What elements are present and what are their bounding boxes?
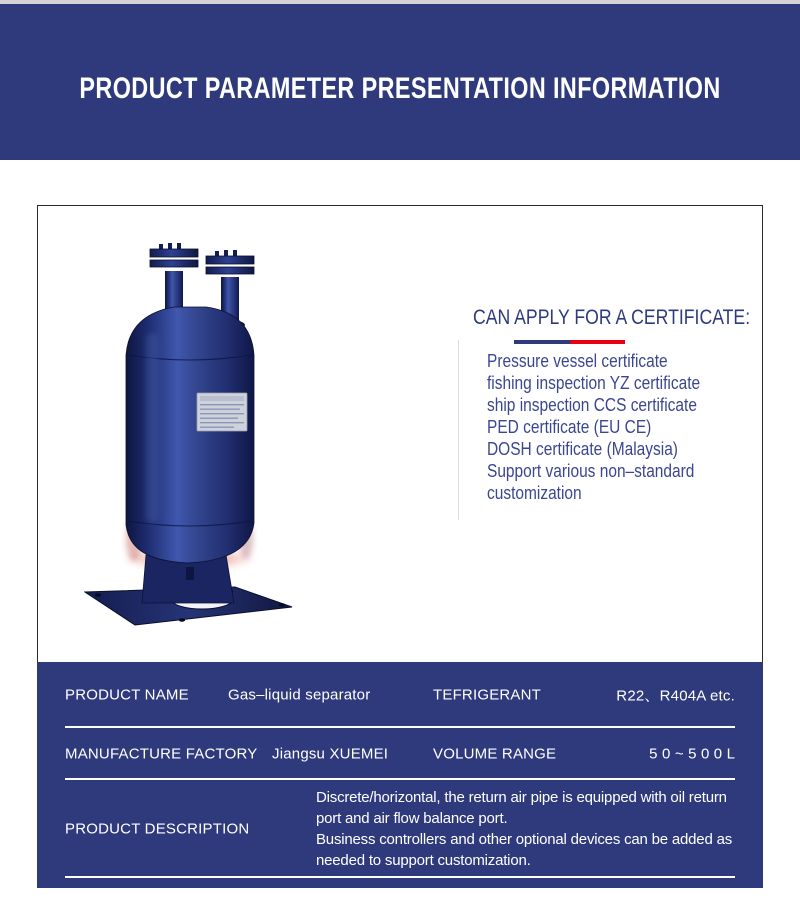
spec-table xyxy=(37,662,763,888)
separator-vessel-illustration xyxy=(84,243,294,628)
certificate-item: Support various non–standard customization xyxy=(487,461,695,503)
accent-underline-blue xyxy=(514,340,570,344)
row-divider xyxy=(65,876,735,878)
factory-label: MANUFACTURE FACTORY xyxy=(65,745,258,762)
spec-row-product-name xyxy=(37,662,763,727)
spec-row-factory xyxy=(37,727,763,780)
accent-underline xyxy=(514,340,625,344)
factory-value: Jiangsu XUEMEI xyxy=(272,745,389,762)
certificate-list xyxy=(487,350,741,504)
volume-range-label: VOLUME RANGE xyxy=(433,745,557,762)
vessel-nameplate xyxy=(197,393,247,431)
photo-right-edge xyxy=(458,340,459,520)
accent-underline-red xyxy=(570,340,625,344)
product-name-label: PRODUCT NAME xyxy=(65,686,189,703)
certificate-item: DOSH certificate (Malaysia) xyxy=(487,439,678,459)
description-line: Discrete/horizontal, the return air pipe is equipped with oil return port and air flow balance port. xyxy=(316,788,727,827)
certificate-item: ship inspection CCS certificate xyxy=(487,395,697,415)
refrigerant-value: R22、R404A etc. xyxy=(616,687,735,704)
vessel-body xyxy=(126,307,254,563)
description-line: Business controllers and other optional devices can be added as needed to support customization. xyxy=(316,830,733,869)
page-title: PRODUCT PARAMETER PRESENTATION INFORMATION xyxy=(79,72,721,105)
product-card xyxy=(37,205,763,662)
certificate-heading: CAN APPLY FOR A CERTIFICATE: xyxy=(473,306,751,329)
spec-row-description xyxy=(37,780,763,877)
product-photo xyxy=(84,243,294,628)
product-name-value: Gas–liquid separator xyxy=(228,686,371,703)
certificate-item: Pressure vessel certificate xyxy=(487,351,668,371)
refrigerant-label: TEFRIGERANT xyxy=(433,686,542,703)
certificate-item: fishing inspection YZ certificate xyxy=(487,373,701,393)
volume-range-value: 50~500L xyxy=(649,745,740,762)
certificate-item: PED certificate (EU CE) xyxy=(487,417,652,437)
header-banner xyxy=(0,4,800,160)
description-label: PRODUCT DESCRIPTION xyxy=(65,820,250,837)
description-text xyxy=(316,787,751,871)
